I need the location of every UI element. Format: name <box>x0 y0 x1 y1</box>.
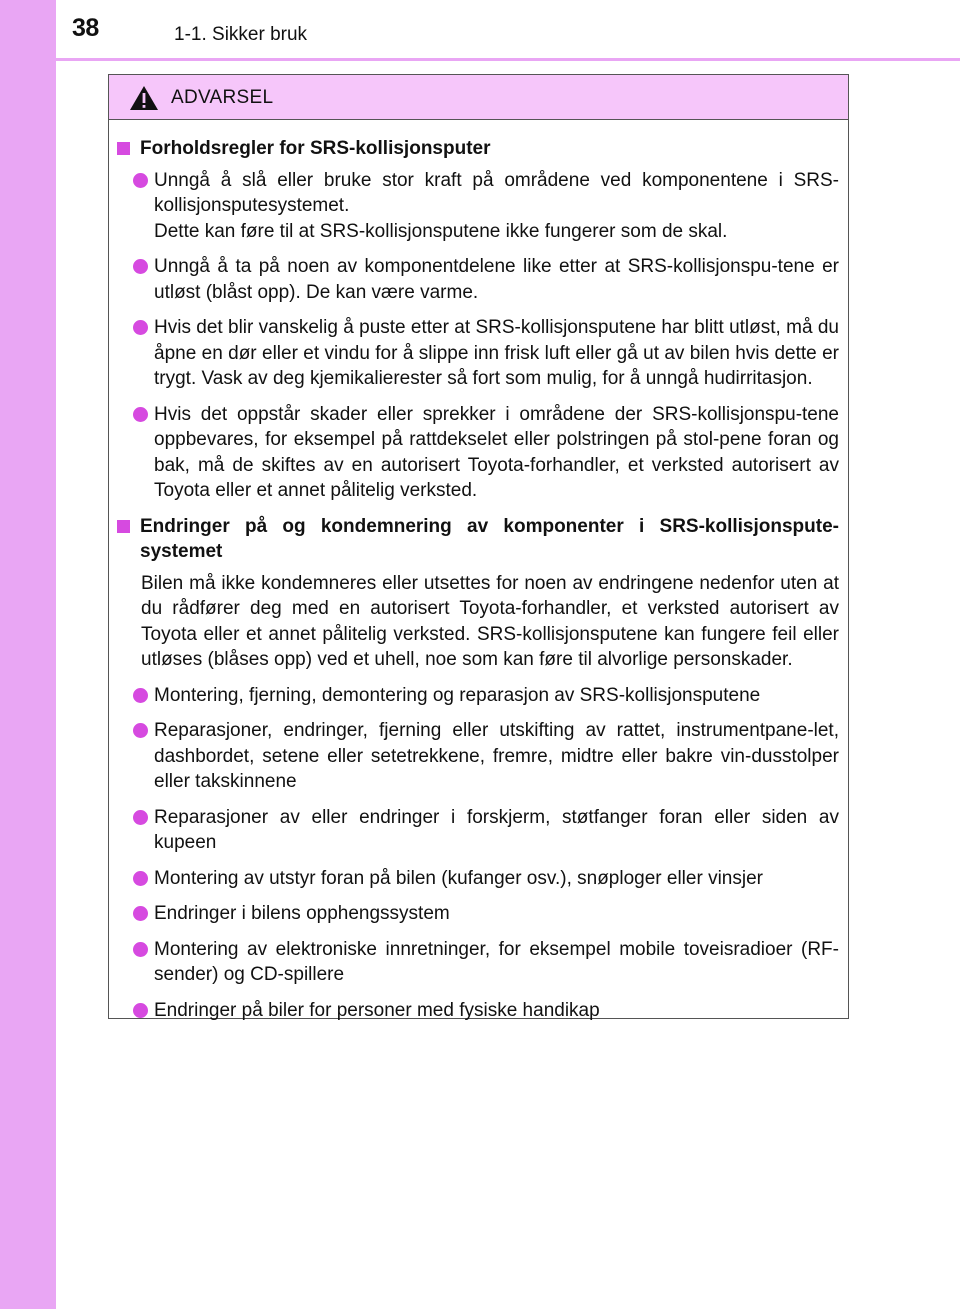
round-bullet-icon <box>133 1003 148 1018</box>
warning-box <box>108 74 849 1019</box>
page-sidebar <box>0 0 56 1309</box>
header-rule <box>56 58 960 61</box>
list-item <box>133 718 839 795</box>
round-bullet-icon <box>133 723 148 738</box>
list-item-text: Hvis det oppstår skader eller sprekker i områdene der SRS-kollisjonspu-tene oppbevares, for eksempel på rattdekselet eller polstringen på stol-pene foran og bak, må de skiftes av en autorisert Toyota-forhandler, et verksted autorisert av Toyota eller et annet pålitelig verksted. <box>154 403 839 501</box>
list-item-text: Unngå å slå eller bruke stor kraft på områdene ved komponentene i SRS-kollisjonsputesystemet. <box>154 169 839 216</box>
list-item <box>133 254 839 305</box>
square-bullet-icon <box>117 142 130 155</box>
list-item <box>133 901 839 927</box>
list-item <box>133 866 839 892</box>
list-item-text: Montering av utstyr foran på bilen (kufanger osv.), snøploger eller vinsjer <box>154 867 763 889</box>
section-heading-text: Endringer på og kondemnering av komponenter i SRS-kollisjonspute-systemet <box>140 515 839 562</box>
list-item <box>133 683 839 709</box>
list-item-note: Dette kan føre til at SRS-kollisjonsputene ikke fungerer som de skal. <box>154 220 728 242</box>
section-heading-text: Forholdsregler for SRS-kollisjonsputer <box>140 138 491 159</box>
section-title: 1-1. Sikker bruk <box>174 24 308 45</box>
warning-triangle-icon <box>129 85 159 111</box>
warning-label: ADVARSEL <box>171 87 274 108</box>
round-bullet-icon <box>133 320 148 335</box>
round-bullet-icon <box>133 173 148 188</box>
round-bullet-icon <box>133 259 148 274</box>
warning-header <box>109 75 848 120</box>
page-header <box>0 0 960 56</box>
round-bullet-icon <box>133 810 148 825</box>
square-bullet-icon <box>117 520 130 533</box>
round-bullet-icon <box>133 942 148 957</box>
section-paragraph: Bilen må ikke kondemneres eller utsettes for noen av endringene nedenfor uten at du rådfører deg med en autorisert Toyota-forhandler, et verksted autorisert av Toyota eller et annet pålitelig verksted. SRS-kollisjonsputene kan fungere feil eller utløses (blåses opp) ved et uhell, noe som kan føre til alvorlige personskader. <box>141 572 839 670</box>
list-item <box>133 402 839 504</box>
list-item-text: Reparasjoner, endringer, fjerning eller utskifting av rattet, instrumentpane-let, dashbordet, setene eller setetrekkene, fremre, midtre eller bakre vin-dusstolper eller takskinnene <box>154 720 839 792</box>
warning-content <box>109 120 848 1023</box>
list-item <box>133 315 839 392</box>
round-bullet-icon <box>133 906 148 921</box>
list-item <box>133 168 839 245</box>
list-item-text: Montering, fjerning, demontering og reparasjon av SRS-kollisjonsputene <box>154 684 761 706</box>
page-number: 38 <box>72 14 99 42</box>
section-heading <box>117 514 839 565</box>
list-item <box>133 998 839 1024</box>
list-item-text: Endringer på biler for personer med fysiske handikap <box>154 999 600 1021</box>
header-sidebar-tab <box>0 0 56 56</box>
list-item-text: Montering av elektroniske innretninger, for eksempel mobile toveisradioer (RF-sender) og CD-spillere <box>154 938 839 985</box>
round-bullet-icon <box>133 871 148 886</box>
list-item <box>133 937 839 988</box>
list-item-text: Endringer i bilens opphengssystem <box>154 903 450 924</box>
list-item-text: Unngå å ta på noen av komponentdelene like etter at SRS-kollisjonspu-tene er utløst (blåst opp). De kan være varme. <box>154 256 839 303</box>
round-bullet-icon <box>133 407 148 422</box>
section-heading <box>117 136 839 162</box>
round-bullet-icon <box>133 688 148 703</box>
list-item-text: Hvis det blir vanskelig å puste etter at SRS-kollisjonsputene har blitt utløst, må du åpne en dør eller et vindu for å slippe inn frisk luft eller gå ut av bilen hvis dette er trygt. Vask av deg kjemikalierester så fort som mulig, for å unngå hudirritasjon. <box>154 317 839 389</box>
list-item-text: Reparasjoner av eller endringer i forskjerm, støtfanger foran eller siden av kupeen <box>154 806 839 853</box>
list-item <box>133 805 839 856</box>
